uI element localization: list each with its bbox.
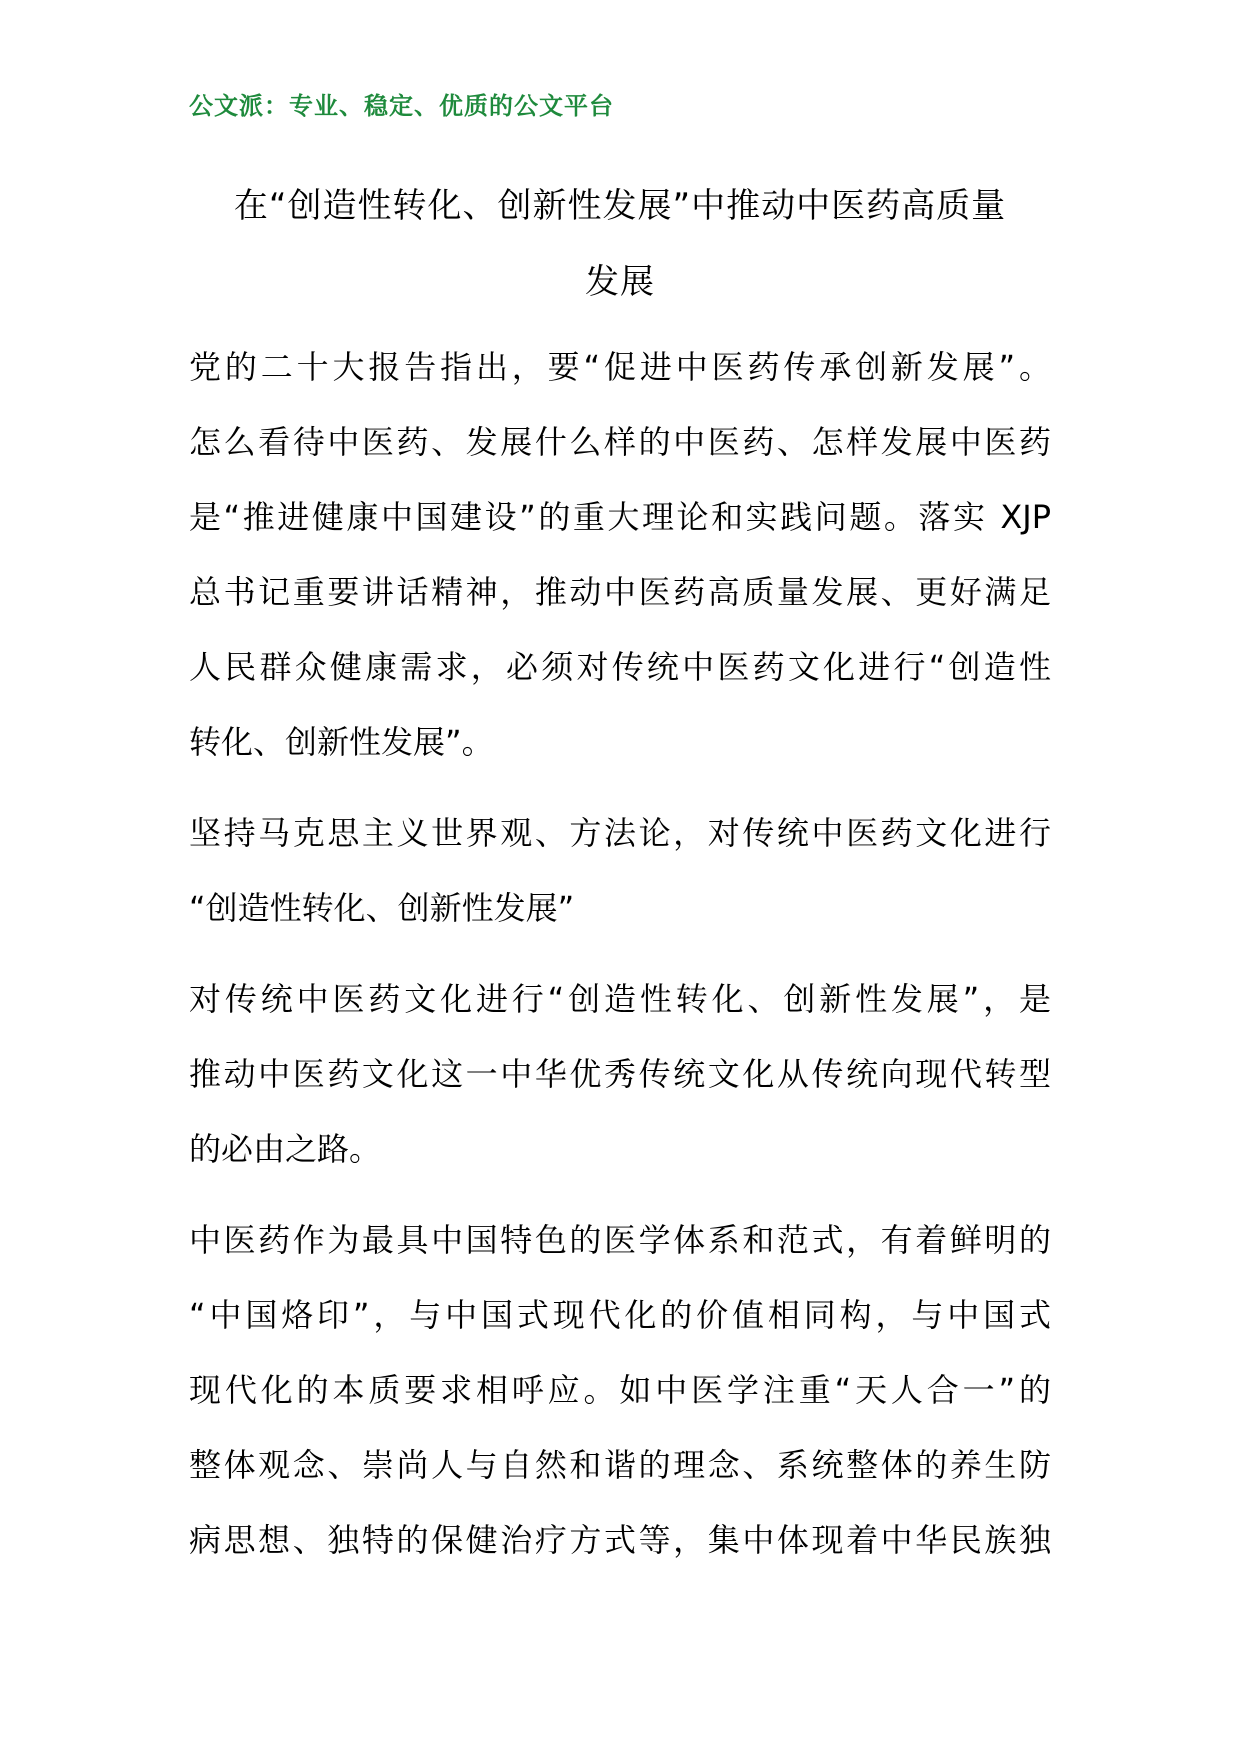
platform-header: 公文派：专业、稳定、优质的公文平台	[189, 92, 614, 120]
document-title	[189, 168, 1051, 320]
text-line: 党的二十大报告指出，要“促进中医药传承创新发展”。	[189, 348, 1051, 386]
text-line: 人民群众健康需求，必须对传统中医药文化进行“创造性	[189, 648, 1051, 686]
title-line: 在“创造性转化、创新性发展”中推动中医药高质量	[233, 186, 1007, 226]
paragraph	[189, 1203, 1051, 1578]
document-body	[189, 330, 1051, 1594]
text-line: “中国烙印”，与中国式现代化的价值相同构，与中国式	[189, 1296, 1051, 1334]
paragraph	[189, 330, 1051, 780]
text-line: 对传统中医药文化进行“创造性转化、创新性发展”，是	[189, 980, 1051, 1018]
text-line: 坚持马克思主义世界观、方法论，对传统中医药文化进行	[189, 814, 1051, 852]
title-line: 发展	[585, 262, 655, 302]
text-line: 总书记重要讲话精神，推动中医药高质量发展、更好满足	[189, 573, 1051, 611]
text-line: “创造性转化、创新性发展”	[189, 889, 575, 927]
text-line: 是“推进健康中国建设”的重大理论和实践问题。落实 XJP	[189, 498, 1051, 536]
text-line: 病思想、独特的保健治疗方式等，集中体现着中华民族独	[189, 1521, 1051, 1559]
paragraph	[189, 796, 1051, 946]
text-line: 整体观念、崇尚人与自然和谐的理念、系统整体的养生防	[189, 1446, 1051, 1484]
text-line: 中医药作为最具中国特色的医学体系和范式，有着鲜明的	[189, 1221, 1051, 1259]
text-line: 现代化的本质要求相呼应。如中医学注重“天人合一”的	[189, 1371, 1051, 1409]
text-line: 转化、创新性发展”。	[189, 723, 494, 761]
text-line: 的必由之路。	[189, 1130, 382, 1168]
text-line: 怎么看待中医药、发展什么样的中医药、怎样发展中医药	[189, 423, 1051, 461]
text-line: 推动中医药文化这一中华优秀传统文化从传统向现代转型	[189, 1055, 1051, 1093]
paragraph	[189, 962, 1051, 1187]
